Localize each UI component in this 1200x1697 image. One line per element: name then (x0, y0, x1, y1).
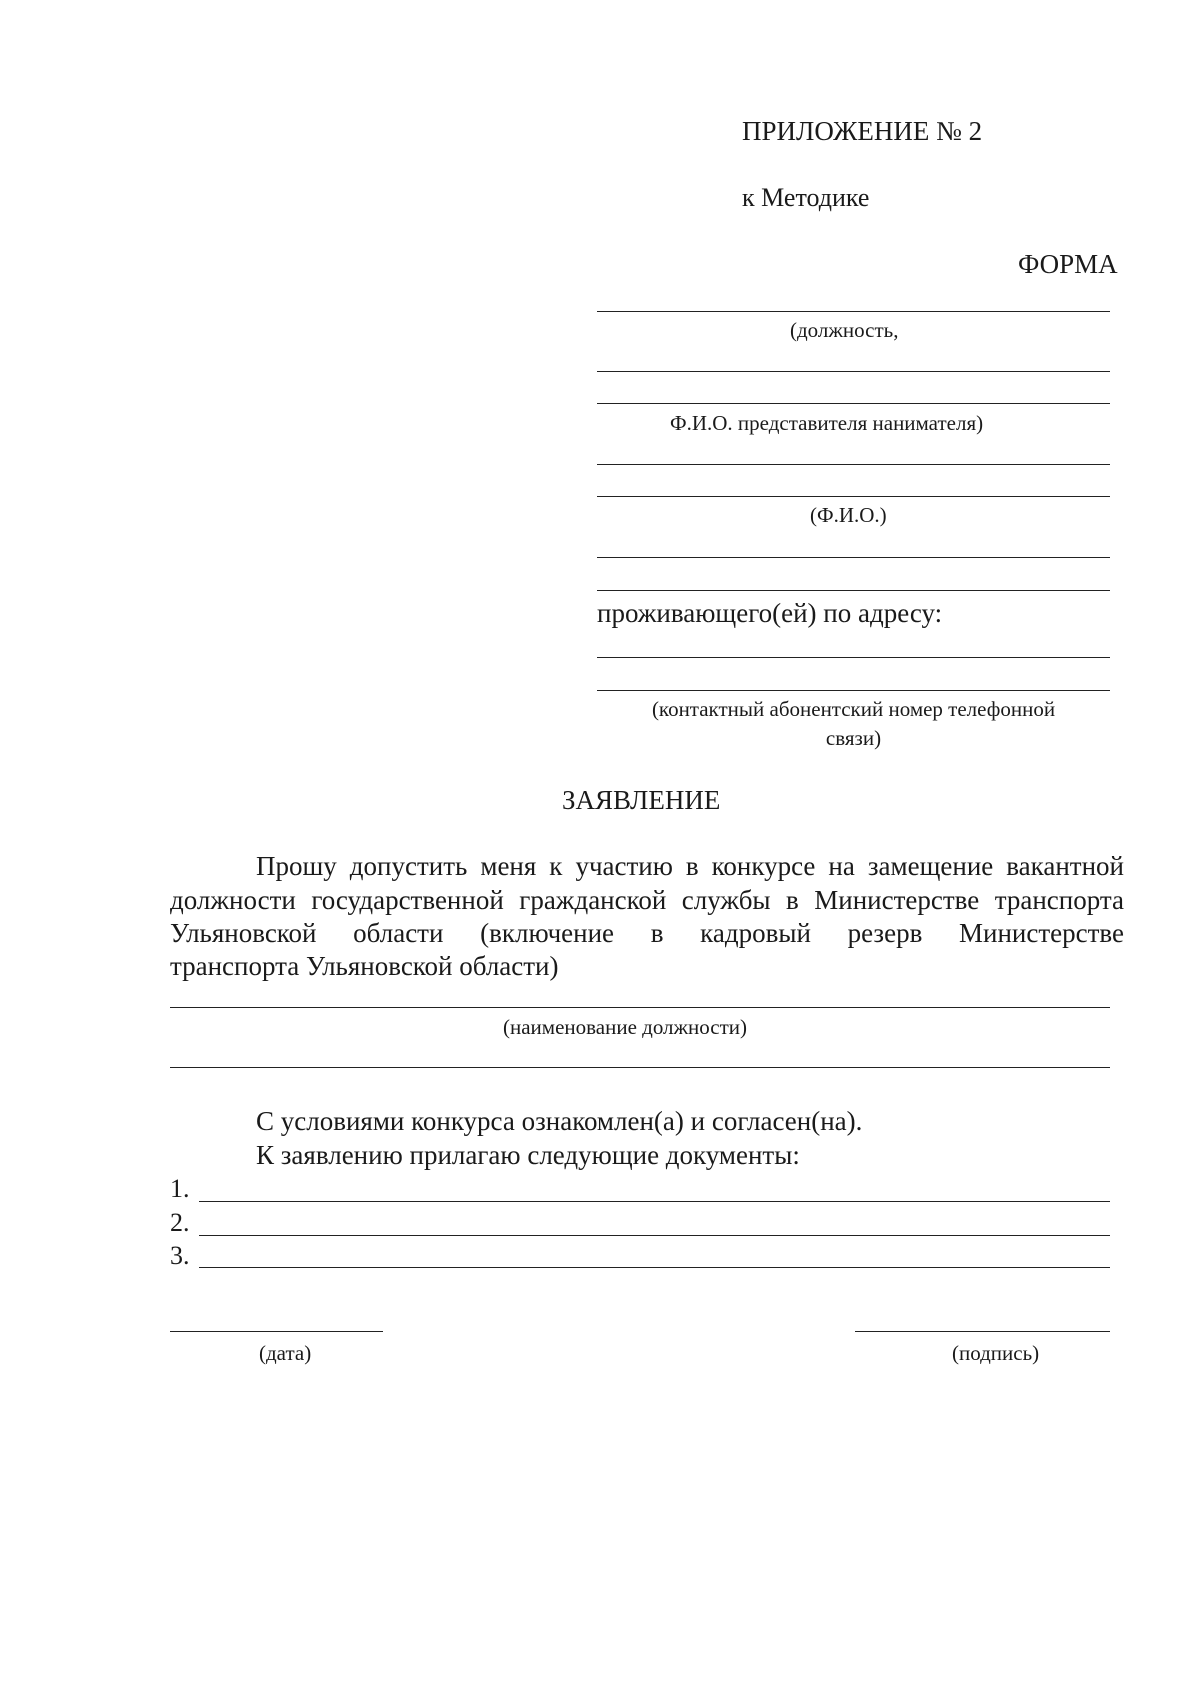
statement-paragraph-line-1: Прошу допустить меня к участию в конкурсе на замещение вакантной (256, 851, 1124, 881)
attachment-number-1: 1. (170, 1174, 190, 1203)
residing-label: проживающего(ей) по адресу: (597, 598, 943, 628)
signature-caption: (подпись) (952, 1341, 1040, 1365)
applicant-fio-caption: (Ф.И.О.) (810, 503, 887, 527)
applicant-fio-line-1 (597, 464, 1110, 465)
address-line (597, 657, 1110, 658)
statement-paragraph-line-3: Ульяновской области (включение в кадровый резерв Министерстве (170, 918, 1124, 948)
statement-paragraph-line-2: должности государственной гражданской службы в Министерстве транспорта (170, 885, 1124, 915)
form-label: ФОРМА (1018, 249, 1118, 279)
appendix-title: ПРИЛОЖЕНИЕ № 2 (742, 116, 983, 146)
position-line (597, 311, 1110, 312)
attachment-line-1 (199, 1201, 1110, 1202)
attachment-number-3: 3. (170, 1241, 190, 1270)
applicant-fio-line-2 (597, 496, 1110, 497)
date-caption: (дата) (259, 1341, 312, 1365)
position-name-caption: (наименование должности) (503, 1015, 748, 1039)
conditions-text: С условиями конкурса ознакомлен(а) и согласен(на). (256, 1106, 863, 1136)
date-line (170, 1331, 383, 1332)
attachment-number-2: 2. (170, 1208, 190, 1237)
applicant-line-4 (597, 590, 1110, 591)
phone-caption-line1: (контактный абонентский номер телефонной (651, 697, 1056, 721)
phone-line (597, 690, 1110, 691)
position-name-line-2 (170, 1067, 1110, 1068)
position-name-line (170, 1007, 1110, 1008)
attachment-line-2 (199, 1235, 1110, 1236)
attachments-text: К заявлению прилагаю следующие документы: (256, 1140, 800, 1170)
methodology-reference: к Методике (742, 183, 870, 212)
representative-caption: Ф.И.О. представителя нанимателя) (670, 411, 984, 435)
applicant-line-3 (597, 557, 1110, 558)
representative-line-2 (597, 403, 1110, 404)
attachment-line-3 (199, 1267, 1110, 1268)
statement-title: ЗАЯВЛЕНИЕ (562, 785, 721, 815)
statement-paragraph-line-4: транспорта Ульяновской области) (170, 951, 559, 981)
signature-line (855, 1331, 1110, 1332)
representative-line-1 (597, 371, 1110, 372)
position-caption: (должность, (790, 318, 899, 342)
phone-caption-line2: связи) (825, 726, 882, 750)
